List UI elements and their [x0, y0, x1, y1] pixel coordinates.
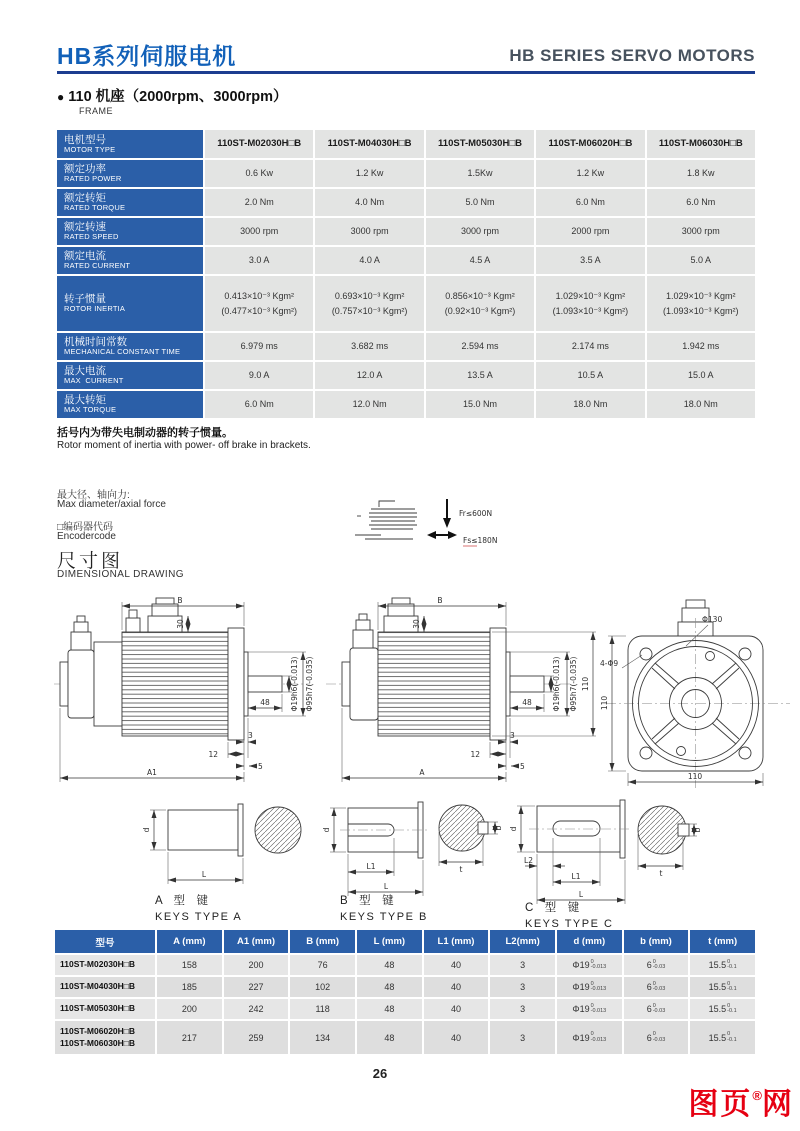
dim-label-L: L: [578, 890, 584, 899]
spec-row-label-en: MAX CURRENT: [64, 376, 124, 386]
spec-value: 2.0 Nm: [205, 189, 313, 216]
spec-value: [315, 276, 423, 331]
page-title-zh: HB系列伺服电机: [57, 43, 237, 69]
spec-value: 4.0 A: [315, 247, 423, 274]
spec-value: 1.8 Kw: [647, 160, 755, 187]
dim-label-L: L: [383, 882, 389, 891]
dim-tolerance: [624, 977, 689, 997]
spec-row-label-zh: 转子惯量: [64, 293, 106, 306]
tolerance-lower: -0.1: [727, 986, 737, 992]
spec-value: 5.0 A: [647, 247, 755, 274]
motor-front-view: [598, 592, 798, 792]
dim-model: [55, 1021, 155, 1054]
tolerance-lower: -0.013: [590, 1036, 607, 1043]
dim-value: 200: [224, 955, 289, 975]
spec-value: 9.0 A: [205, 362, 313, 389]
spec-value-line: 0.413×10⁻³ Kgm²: [224, 291, 294, 302]
key-type-a-label-zh: A 型 键: [155, 895, 209, 907]
dim-value: 3: [490, 999, 555, 1019]
tolerance-upper: 0: [590, 958, 594, 965]
dim-tolerance: [624, 955, 689, 975]
key-type-a-drawing: [140, 792, 305, 902]
spec-value-line: (0.757×10⁻³ Kgm²): [331, 305, 408, 316]
brand-logo-part2: 网: [762, 1088, 794, 1121]
key-type-b-label-en: KEYS TYPE B: [340, 910, 428, 923]
spec-value: 18.0 Nm: [536, 391, 644, 418]
dim-table-header: L2(mm): [490, 930, 555, 953]
dim-model-line: 110ST-M02030H□B: [60, 959, 136, 970]
dimensional-drawing-label-zh: 尺寸图: [57, 551, 124, 572]
spec-row-label-zh: 额定转矩: [64, 192, 106, 205]
tolerance-stack: [727, 1004, 736, 1015]
spec-row-label-en: RATED TORQUE: [64, 203, 126, 213]
radial-force-label: Fr≤600N: [459, 509, 493, 518]
dim-label-t: t: [659, 869, 663, 878]
tolerance-nominal: 15.5: [708, 1004, 727, 1014]
dim-value: 40: [424, 1021, 489, 1054]
tolerance-stack: [653, 1004, 666, 1015]
motor-model: 110ST-M02030H□B: [205, 130, 313, 158]
dim-table: [55, 930, 755, 1054]
header-rule: [57, 71, 755, 74]
key-type-a-label-en: KEYS TYPE A: [155, 910, 243, 923]
dim-tolerance: [557, 999, 622, 1019]
spec-row-label: [57, 391, 203, 418]
tolerance-upper: 0: [652, 980, 656, 987]
spec-row-label-zh: 最大转矩: [64, 394, 106, 407]
dim-model-line: 110ST-M06020H□B: [60, 1026, 136, 1037]
dim-value: 76: [290, 955, 355, 975]
dim-label-3: 3: [248, 731, 253, 740]
spec-row-label-en: RATED SPEED: [64, 232, 119, 242]
dim-value: 40: [424, 955, 489, 975]
spec-value: 5.0 Nm: [426, 189, 534, 216]
dim-table-header: 型号: [55, 930, 155, 953]
dim-value: 40: [424, 999, 489, 1019]
axial-force-diagram: [355, 495, 535, 560]
dim-label-5: 5: [520, 762, 525, 771]
key-type-b-label-zh: B 型 键: [340, 895, 394, 907]
dim-label-L: L: [201, 870, 207, 879]
dim-label-b: b: [693, 827, 702, 833]
dim-label-L2: L2: [524, 856, 533, 865]
tolerance-nominal: Φ19: [572, 960, 590, 970]
spec-row-label: [57, 130, 203, 158]
dim-model-line: 110ST-M04030H□B: [60, 981, 136, 992]
section-heading-en: FRAME: [79, 106, 113, 116]
spec-value: 4.0 Nm: [315, 189, 423, 216]
motor-model: 110ST-M06020H□B: [536, 130, 644, 158]
spec-row-label-zh: 额定功率: [64, 163, 106, 176]
spec-row-label-zh: 额定电流: [64, 250, 106, 263]
key-type-b-label: [340, 894, 428, 924]
dim-tolerance: [557, 955, 622, 975]
tolerance-stack: [591, 960, 607, 971]
spec-table: [57, 130, 755, 418]
motor-model: 110ST-M04030H□B: [315, 130, 423, 158]
note-zh: 括号内为带失电制动器的转子惯量。: [57, 427, 233, 439]
axial-force-label: Fs≤180N: [463, 536, 498, 545]
dim-label-d: d: [322, 827, 331, 833]
spec-value: 3.682 ms: [315, 333, 423, 360]
tolerance-upper: 0: [652, 958, 656, 965]
spec-value-line: 1.029×10⁻³ Kgm²: [666, 291, 736, 302]
spec-value: 3000 rpm: [315, 218, 423, 245]
section-heading: [57, 85, 287, 106]
dim-label-height-110: 110: [600, 695, 609, 711]
spec-row-label: [57, 218, 203, 245]
spec-value: 0.6 Kw: [205, 160, 313, 187]
dim-value: 3: [490, 1021, 555, 1054]
dim-model-line: 110ST-M05030H□B: [60, 1003, 136, 1014]
tolerance-lower: -0.013: [590, 986, 607, 992]
max-force-label-zh: 最大径、轴向力:: [57, 490, 130, 501]
spec-value: [647, 276, 755, 331]
dim-label-flange-circle: Φ130: [702, 615, 723, 624]
spec-value: 10.5 A: [536, 362, 644, 389]
key-type-c-label: [525, 901, 613, 931]
dim-label-t: t: [459, 865, 463, 874]
dim-tolerance: [690, 955, 755, 975]
dim-model: [55, 999, 155, 1019]
spec-value-line: (0.477×10⁻³ Kgm²): [221, 305, 297, 316]
dim-label-48: 48: [260, 698, 270, 707]
tolerance-stack: [653, 982, 666, 993]
spec-value: 1.942 ms: [647, 333, 755, 360]
dim-label-A: A: [419, 768, 425, 777]
dim-label-30: 30: [412, 619, 421, 629]
motor-model: 110ST-M06030H□B: [647, 130, 755, 158]
tolerance-upper: 0: [727, 958, 731, 965]
spec-value: 18.0 Nm: [647, 391, 755, 418]
dim-label-spigot-dia: Φ95h7(-0.035): [305, 656, 314, 712]
spec-row-label: [57, 160, 203, 187]
spec-value: 3000 rpm: [426, 218, 534, 245]
bullet-icon: ●: [57, 90, 65, 104]
dim-table-header: L1 (mm): [424, 930, 489, 953]
dim-label-d: d: [142, 827, 151, 833]
dim-value: 48: [357, 977, 422, 997]
tolerance-upper: 0: [727, 980, 731, 987]
dim-value: 48: [357, 955, 422, 975]
dim-model: [55, 955, 155, 975]
tolerance-upper: 0: [590, 1002, 594, 1009]
spec-value: 4.5 A: [426, 247, 534, 274]
spec-value: 12.0 A: [315, 362, 423, 389]
spec-row-label-en: ROTOR INERTIA: [64, 304, 126, 314]
spec-value: [426, 276, 534, 331]
page-title-en: HB SERIES SERVO MOTORS: [509, 46, 755, 65]
tolerance-nominal: Φ19: [572, 1004, 590, 1014]
dim-label-holes: 4-Φ9: [600, 659, 619, 668]
spec-row-label-en: MAX TORQUE: [64, 405, 117, 415]
spec-row-label-en: RATED CURRENT: [64, 261, 131, 271]
tolerance-stack: [591, 1004, 607, 1015]
spec-row-label-zh: 额定转速: [64, 221, 106, 234]
dim-label-shaft-dia: Φ19h6(-0.013): [290, 656, 299, 712]
dim-label-48: 48: [522, 698, 532, 707]
tolerance-upper: 0: [590, 1031, 594, 1037]
dim-tolerance: [557, 977, 622, 997]
dim-table-header: b (mm): [624, 930, 689, 953]
dim-label-B: B: [177, 596, 183, 605]
dim-tolerance: [557, 1021, 622, 1054]
dim-label-width-110: 110: [687, 772, 703, 781]
spec-row-label: [57, 362, 203, 389]
dim-label-5: 5: [258, 762, 263, 771]
tolerance-lower: -0.03: [652, 1008, 666, 1014]
key-type-c-label-en: KEYS TYPE C: [525, 917, 614, 930]
tolerance-nominal: 6: [646, 982, 652, 992]
registered-mark-icon: ®: [752, 1088, 762, 1103]
dim-value: 217: [157, 1021, 222, 1054]
spec-value: 2000 rpm: [536, 218, 644, 245]
tolerance-stack: [727, 982, 736, 993]
dim-table-header: B (mm): [290, 930, 355, 953]
dim-table-header: L (mm): [357, 930, 422, 953]
dim-tolerance: [624, 1021, 689, 1054]
tolerance-upper: 0: [652, 1002, 656, 1009]
tolerance-nominal: 6: [646, 1004, 652, 1014]
tolerance-stack: [653, 960, 666, 971]
tolerance-nominal: 15.5: [708, 982, 727, 992]
dim-label-b: b: [494, 825, 503, 831]
spec-value-line: 1.029×10⁻³ Kgm²: [555, 291, 626, 302]
spec-value-line: 0.693×10⁻³ Kgm²: [334, 291, 405, 302]
dim-value: 40: [424, 977, 489, 997]
tolerance-lower: -0.1: [727, 964, 737, 970]
tolerance-stack: [727, 960, 736, 971]
spec-row-label-en: MECHANICAL CONSTANT TIME: [64, 347, 181, 357]
spec-value: 1.2 Kw: [536, 160, 644, 187]
dim-tolerance: [624, 999, 689, 1019]
tolerance-lower: -0.03: [652, 964, 666, 970]
tolerance-lower: -0.1: [727, 1036, 737, 1043]
dim-value: 259: [224, 1021, 289, 1054]
spec-value: 13.5 A: [426, 362, 534, 389]
tolerance-nominal: 6: [646, 960, 652, 970]
tolerance-lower: -0.1: [727, 1008, 737, 1014]
motor-side-view: [322, 592, 612, 792]
brand-logo-part1: 图页: [688, 1088, 753, 1121]
dim-value: 200: [157, 999, 222, 1019]
dimensional-drawing-label-en: DIMENSIONAL DRAWING: [57, 569, 184, 580]
dim-value: 48: [357, 999, 422, 1019]
dim-value: 158: [157, 955, 222, 975]
dim-table-header: A (mm): [157, 930, 222, 953]
dim-table-header: d (mm): [557, 930, 622, 953]
key-type-a-label: [155, 894, 242, 924]
tolerance-lower: -0.03: [652, 1036, 666, 1043]
dim-label-12: 12: [470, 750, 480, 759]
tolerance-nominal: Φ19: [572, 982, 590, 992]
dim-label-3: 3: [510, 731, 515, 740]
dim-value: 185: [157, 977, 222, 997]
left-arrow-icon: [427, 531, 436, 539]
dim-label-30: 30: [176, 619, 185, 629]
note-en: Rotor moment of inertia with power- off brake in brackets.: [57, 440, 311, 451]
tolerance-upper: 0: [727, 1031, 731, 1037]
tolerance-lower: -0.013: [590, 1008, 607, 1014]
spec-row-label: [57, 276, 203, 331]
down-arrow-icon: [443, 518, 451, 528]
spec-row-label: [57, 247, 203, 274]
dim-model: [55, 977, 155, 997]
tolerance-stack: [727, 1032, 736, 1043]
dim-value: 118: [290, 999, 355, 1019]
tolerance-upper: 0: [590, 980, 594, 987]
dim-value: 227: [224, 977, 289, 997]
spec-value: 1.2 Kw: [315, 160, 423, 187]
spec-value-line: (1.093×10⁻³ Kgm²): [552, 305, 629, 316]
tolerance-nominal: 15.5: [708, 1032, 727, 1043]
encoder-label-zh: □编码器代码: [57, 522, 114, 533]
spec-value: 3000 rpm: [647, 218, 755, 245]
dim-label-A1: A1: [147, 768, 157, 777]
motor-model: 110ST-M05030H□B: [426, 130, 534, 158]
dim-label-110: 110: [581, 676, 590, 692]
dim-value: 102: [290, 977, 355, 997]
dim-label-L1: L1: [571, 872, 581, 881]
dim-table-header: t (mm): [690, 930, 755, 953]
spec-value: 12.0 Nm: [315, 391, 423, 418]
dim-model-line: 110ST-M06030H□B: [60, 1037, 136, 1048]
spec-value: [205, 276, 313, 331]
spec-value-line: (1.093×10⁻³ Kgm²): [663, 305, 739, 316]
dim-value: 134: [290, 1021, 355, 1054]
page-number: 26: [372, 1066, 388, 1081]
brand-logo: [688, 1079, 794, 1123]
max-force-label-en: Max diameter/axial force: [57, 499, 166, 510]
dim-tolerance: [690, 999, 755, 1019]
spec-value-line: (0.92×10⁻³ Kgm²): [444, 305, 516, 316]
tolerance-lower: -0.03: [652, 986, 666, 992]
tolerance-lower: -0.013: [590, 964, 607, 970]
spec-row-label-zh: 最大电流: [64, 365, 106, 378]
spec-row-label-en: RATED POWER: [64, 174, 122, 184]
dim-value: 242: [224, 999, 289, 1019]
dim-label-B: B: [437, 596, 443, 605]
spec-value: 3.5 A: [536, 247, 644, 274]
dim-label-spigot-dia: Φ95h7(-0.035): [569, 656, 578, 712]
dim-table-header: A1 (mm): [224, 930, 289, 953]
spec-value: 6.0 Nm: [205, 391, 313, 418]
tolerance-upper: 0: [652, 1031, 656, 1037]
dim-label-L1: L1: [366, 862, 376, 871]
dim-value: 3: [490, 955, 555, 975]
spec-value: 3000 rpm: [205, 218, 313, 245]
tolerance-stack: [591, 1032, 607, 1043]
dim-label-shaft-dia: Φ19h6(-0.013): [552, 656, 561, 712]
tolerance-nominal: 6: [646, 1032, 652, 1043]
spec-row-label: [57, 189, 203, 216]
motor-side-view-with-brake: [52, 592, 317, 792]
dim-tolerance: [690, 1021, 755, 1054]
spec-value: 1.5Kw: [426, 160, 534, 187]
tolerance-upper: 0: [727, 1002, 731, 1009]
spec-value: 15.0 A: [647, 362, 755, 389]
tolerance-stack: [653, 1032, 666, 1043]
spec-row-label: [57, 333, 203, 360]
spec-value-line: 0.856×10⁻³ Kgm²: [445, 291, 515, 302]
right-arrow-icon: [448, 531, 457, 539]
spec-value: 2.594 ms: [426, 333, 534, 360]
encoder-label-en: Encodercode: [57, 531, 116, 542]
spec-row-label-zh: 电机型号: [64, 133, 106, 146]
spec-value: 6.979 ms: [205, 333, 313, 360]
tolerance-nominal: 15.5: [708, 960, 727, 970]
spec-row-label-en: MOTOR TYPE: [64, 144, 116, 154]
spec-value: 6.0 Nm: [647, 189, 755, 216]
key-type-c-label-zh: C 型 键: [525, 902, 580, 914]
tolerance-stack: [591, 982, 607, 993]
dim-tolerance: [690, 977, 755, 997]
dim-label-12: 12: [208, 750, 218, 759]
dim-value: 48: [357, 1021, 422, 1054]
dim-label-d: d: [509, 826, 518, 832]
section-heading-text: 110 机座（2000rpm、3000rpm）: [68, 89, 288, 105]
dim-value: 3: [490, 977, 555, 997]
spec-value: 6.0 Nm: [536, 189, 644, 216]
spec-value: 3.0 A: [205, 247, 313, 274]
spec-value: 15.0 Nm: [426, 391, 534, 418]
spec-value: 2.174 ms: [536, 333, 644, 360]
spec-value: [536, 276, 644, 331]
tolerance-nominal: Φ19: [572, 1032, 590, 1043]
spec-row-label-zh: 机械时间常数: [64, 336, 127, 349]
